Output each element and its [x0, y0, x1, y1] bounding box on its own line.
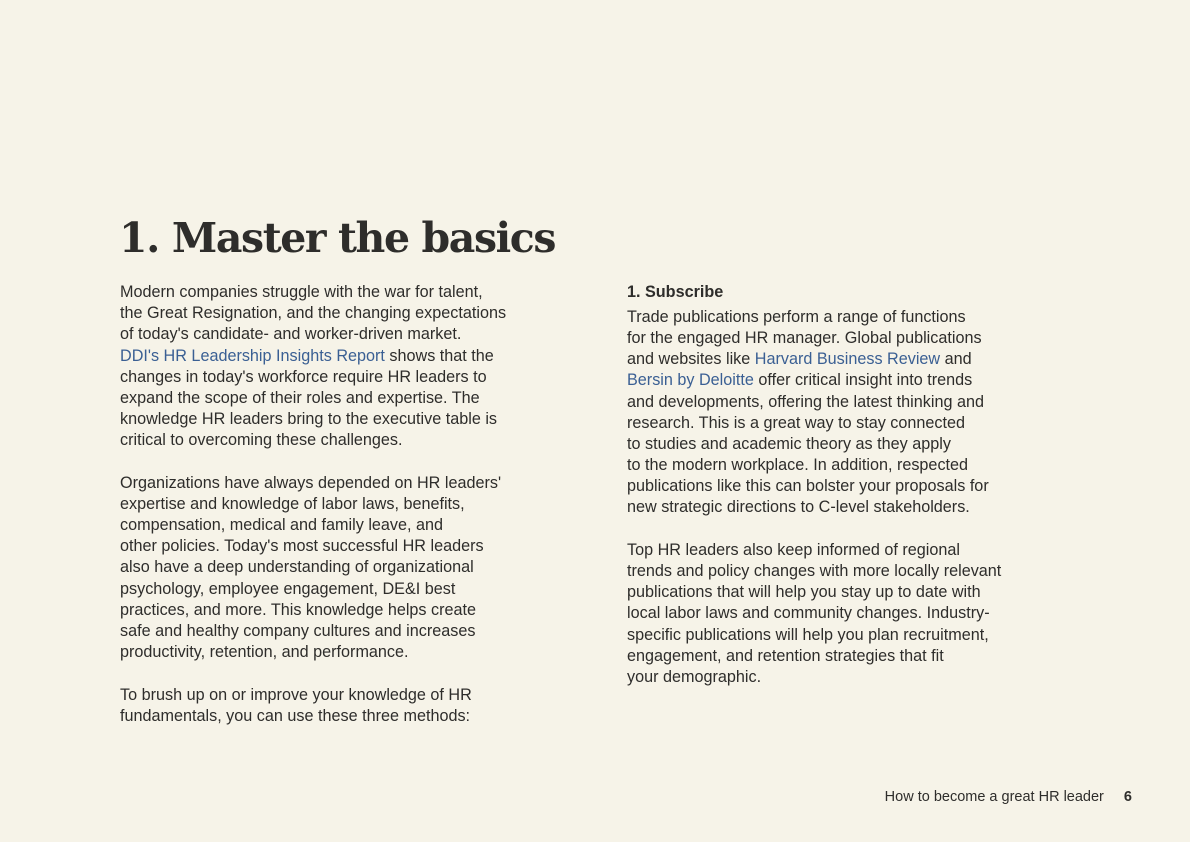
text-line: compensation, medical and family leave, and — [120, 516, 444, 535]
text-line: psychology, employee engagement, DE&I best — [120, 579, 456, 598]
text-fragment: and — [940, 350, 972, 369]
methods-paragraph — [120, 685, 575, 727]
bersin-by-deloitte-link[interactable]: Bersin by Deloitte — [627, 371, 754, 390]
text-line: changes in today's workforce require HR leaders to — [120, 367, 487, 386]
text-line — [120, 346, 575, 367]
text-line: productivity, retention, and performance. — [120, 643, 409, 662]
text-line: to the modern workplace. In addition, respected — [627, 456, 969, 475]
text-line: of today's candidate- and worker-driven market. — [120, 325, 462, 344]
regional-publications-paragraph — [627, 540, 1072, 688]
paragraph-gap — [120, 663, 575, 684]
ddi-report-link[interactable]: DDI's HR Leadership Insights Report — [120, 346, 385, 365]
text-line: critical to overcoming these challenges. — [120, 431, 403, 450]
text-line: also have a deep understanding of organizational — [120, 558, 474, 577]
text-line: publications like this can bolster your proposals for — [627, 477, 989, 496]
paragraph-gap — [120, 452, 575, 473]
text-line: Modern companies struggle with the war for talent, — [120, 283, 483, 301]
text-line: trends and policy changes with more locally relevant — [627, 562, 1002, 581]
text-line: Top HR leaders also keep informed of regional — [627, 540, 960, 559]
text-line: To brush up on or improve your knowledge of HR — [120, 685, 472, 704]
intro-paragraph — [120, 282, 575, 452]
page-footer — [885, 787, 1132, 807]
text-line: publications that will help you stay up to date with — [627, 583, 981, 602]
text-line: local labor laws and community changes. Industry- — [627, 604, 990, 623]
expertise-paragraph — [120, 473, 575, 664]
right-column — [627, 282, 1072, 688]
text-line: fundamentals, you can use these three methods: — [120, 706, 471, 725]
text-line: research. This is a great way to stay connected — [627, 413, 966, 432]
text-line: the Great Resignation, and the changing expectations — [120, 304, 507, 323]
text-line: to studies and academic theory as they apply — [627, 434, 951, 453]
text-fragment: shows that the — [384, 346, 494, 365]
text-line — [627, 370, 1072, 391]
text-line: for the engaged HR manager. Global publications — [627, 328, 982, 347]
text-line: and developments, offering the latest thinking and — [627, 392, 984, 411]
text-line: your demographic. — [627, 667, 762, 686]
footer-doc-title: How to become a great HR leader — [884, 789, 1104, 805]
section-title: 1. Master the basics — [119, 214, 556, 262]
page-number: 6 — [1123, 789, 1132, 805]
text-line: specific publications will help you plan recruitment, — [627, 625, 989, 644]
text-fragment: and websites like — [627, 350, 755, 369]
subscribe-heading: 1. Subscribe — [627, 283, 724, 301]
harvard-business-review-link[interactable]: Harvard Business Review — [754, 350, 941, 369]
text-line — [627, 349, 1072, 370]
text-line: other policies. Today's most successful HR leaders — [120, 537, 484, 556]
text-line: Trade publications perform a range of functions — [627, 307, 966, 326]
text-line: practices, and more. This knowledge helps create — [120, 600, 477, 619]
text-line: new strategic directions to C-level stakeholders. — [627, 498, 970, 517]
text-line: safe and healthy company cultures and increases — [120, 622, 476, 640]
trade-publications-paragraph — [627, 307, 1072, 519]
text-line: expand the scope of their roles and expertise. The — [120, 388, 480, 407]
left-column — [120, 282, 575, 727]
text-line: Organizations have always depended on HR leaders' — [120, 473, 502, 492]
text-line: engagement, and retention strategies that fit — [627, 646, 944, 665]
text-line: knowledge HR leaders bring to the executive table is — [120, 410, 498, 429]
text-fragment: offer critical insight into trends — [753, 371, 973, 390]
paragraph-gap — [627, 519, 1072, 540]
text-line: expertise and knowledge of labor laws, benefits, — [120, 494, 465, 513]
